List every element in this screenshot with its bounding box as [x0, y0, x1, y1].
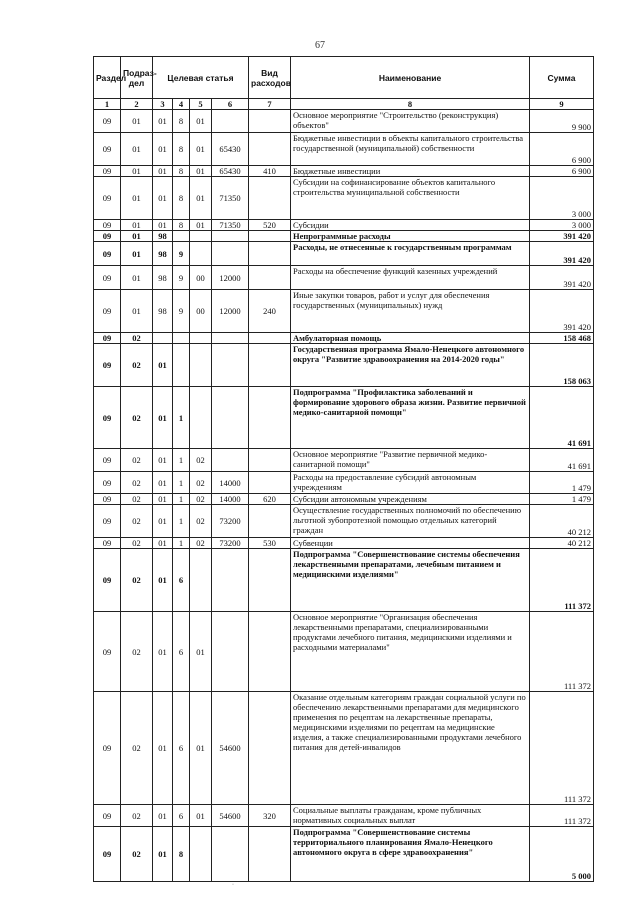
sum-cell: 5 000 [530, 827, 594, 882]
sum-cell: 158 468 [530, 333, 594, 344]
target-code-cell [190, 344, 212, 387]
target-code-cell: 00 [190, 266, 212, 290]
expense-type-cell [249, 692, 291, 805]
expense-type-cell [249, 110, 291, 133]
target-code-cell: 1 [173, 387, 190, 449]
target-code-cell: 00 [190, 290, 212, 333]
expense-type-cell: 320 [249, 805, 291, 827]
name-cell: Субвенции [291, 538, 530, 549]
expense-type-cell [249, 231, 291, 242]
razdel-cell: 09 [94, 472, 121, 494]
target-code-cell [173, 333, 190, 344]
target-code-cell: 01 [190, 133, 212, 166]
bottom-mark: · [232, 882, 234, 888]
name-cell: Расходы, не отнесенные к государственным программам [291, 242, 530, 266]
target-code-cell: 6 [173, 549, 190, 612]
target-code-cell: 98 [153, 231, 173, 242]
name-cell: Бюджетные инвестиции в объекты капитального строительства государственной (муниципальной) собственности [291, 133, 530, 166]
target-code-cell [190, 333, 212, 344]
table-row [94, 494, 594, 505]
table-row [94, 692, 594, 805]
target-code-cell: 02 [190, 494, 212, 505]
target-code-cell [212, 344, 249, 387]
target-code-cell [212, 387, 249, 449]
target-code-cell: 8 [173, 166, 190, 177]
expense-type-cell [249, 827, 291, 882]
target-code-cell: 73200 [212, 505, 249, 538]
name-cell: Основное мероприятие "Организация обеспечения лекарственными препаратами, специализированными продуктами лечебного питания, медицинскими изделиями и расходными материалами" [291, 612, 530, 692]
table-row [94, 220, 594, 231]
table-row [94, 242, 594, 266]
target-code-cell [153, 333, 173, 344]
name-cell: Подпрограмма "Совершенствование системы территориального планирования Ямало-Ненецкого автономного округа в сфере здравоохранения" [291, 827, 530, 882]
name-cell: Основное мероприятие "Строительство (реконструкция) объектов" [291, 110, 530, 133]
table-row [94, 290, 594, 333]
target-code-cell: 73200 [212, 538, 249, 549]
razdel-cell: 09 [94, 538, 121, 549]
target-code-cell: 01 [153, 110, 173, 133]
expense-type-cell: 240 [249, 290, 291, 333]
razdel-cell: 09 [94, 344, 121, 387]
header-razdel: Раздел [94, 57, 121, 99]
target-code-cell: 6 [173, 692, 190, 805]
podrazdel-cell: 02 [121, 538, 153, 549]
target-code-cell: 01 [153, 538, 173, 549]
sum-cell: 6 900 [530, 166, 594, 177]
col-index: 1 [94, 99, 121, 110]
expense-type-cell: 520 [249, 220, 291, 231]
sum-cell: 3 000 [530, 220, 594, 231]
name-cell: Амбулаторная помощь [291, 333, 530, 344]
expense-type-cell [249, 333, 291, 344]
razdel-cell: 09 [94, 494, 121, 505]
name-cell: Социальные выплаты гражданам, кроме публичных нормативных социальных выплат [291, 805, 530, 827]
target-code-cell: 02 [190, 472, 212, 494]
name-cell: Субсидии на софинансирование объектов капитального строительства муниципальной собственности [291, 177, 530, 220]
podrazdel-cell: 02 [121, 827, 153, 882]
target-code-cell: 6 [173, 612, 190, 692]
target-code-cell: 8 [173, 827, 190, 882]
table-row [94, 333, 594, 344]
col-index: 9 [530, 99, 594, 110]
sum-cell: 391 420 [530, 231, 594, 242]
target-code-cell: 01 [153, 449, 173, 472]
target-code-cell: 01 [153, 177, 173, 220]
col-index: 6 [212, 99, 249, 110]
name-cell: Непрограммные расходы [291, 231, 530, 242]
podrazdel-cell: 02 [121, 333, 153, 344]
name-cell: Подпрограмма "Профилактика заболеваний и формирование здорового образа жизни. Развитие первичной медико-санитарной помощи" [291, 387, 530, 449]
expense-type-cell [249, 472, 291, 494]
table-row [94, 110, 594, 133]
target-code-cell: 65430 [212, 166, 249, 177]
table-row [94, 344, 594, 387]
podrazdel-cell: 01 [121, 266, 153, 290]
podrazdel-cell: 02 [121, 449, 153, 472]
target-code-cell: 1 [173, 472, 190, 494]
target-code-cell [212, 827, 249, 882]
podrazdel-cell: 01 [121, 231, 153, 242]
target-code-cell: 1 [173, 505, 190, 538]
header-summa: Сумма [530, 57, 594, 99]
sum-cell: 40 212 [530, 505, 594, 538]
target-code-cell: 9 [173, 290, 190, 333]
target-code-cell [173, 231, 190, 242]
target-code-cell: 01 [153, 692, 173, 805]
razdel-cell: 09 [94, 266, 121, 290]
sum-cell: 41 691 [530, 387, 594, 449]
target-code-cell: 01 [190, 166, 212, 177]
table-row [94, 505, 594, 538]
target-code-cell: 1 [173, 538, 190, 549]
sum-cell: 1 479 [530, 472, 594, 494]
target-code-cell: 12000 [212, 290, 249, 333]
target-code-cell [190, 387, 212, 449]
razdel-cell: 09 [94, 505, 121, 538]
podrazdel-cell: 02 [121, 494, 153, 505]
razdel-cell: 09 [94, 290, 121, 333]
page-number: 67 [315, 40, 325, 51]
expense-type-cell: 530 [249, 538, 291, 549]
header-vid-rashodov: Вид расходов [249, 57, 291, 99]
target-code-cell: 01 [153, 133, 173, 166]
razdel-cell: 09 [94, 242, 121, 266]
column-index-row [94, 99, 594, 110]
sum-cell: 9 900 [530, 110, 594, 133]
target-code-cell: 01 [153, 612, 173, 692]
name-cell: Бюджетные инвестиции [291, 166, 530, 177]
target-code-cell [190, 231, 212, 242]
target-code-cell: 02 [190, 449, 212, 472]
sum-cell: 111 372 [530, 692, 594, 805]
name-cell: Субсидии [291, 220, 530, 231]
name-cell: Осуществление государственных полномочий по обеспечению льготной зубопротезной помощью отдельных категорий граждан [291, 505, 530, 538]
target-code-cell: 14000 [212, 472, 249, 494]
sum-cell: 3 000 [530, 177, 594, 220]
razdel-cell: 09 [94, 220, 121, 231]
target-code-cell [212, 612, 249, 692]
target-code-cell: 6 [173, 805, 190, 827]
name-cell: Государственная программа Ямало-Ненецкого автономного округа "Развитие здравоохранения на 2014-2020 годы" [291, 344, 530, 387]
table-row [94, 133, 594, 166]
table-body [94, 110, 594, 882]
target-code-cell: 8 [173, 177, 190, 220]
name-cell: Иные закупки товаров, работ и услуг для обеспечения государственных (муниципальных) нужд [291, 290, 530, 333]
sum-cell: 111 372 [530, 805, 594, 827]
expense-type-cell [249, 177, 291, 220]
target-code-cell: 01 [153, 220, 173, 231]
target-code-cell: 01 [190, 177, 212, 220]
podrazdel-cell: 01 [121, 133, 153, 166]
target-code-cell: 1 [173, 494, 190, 505]
table-row [94, 612, 594, 692]
razdel-cell: 09 [94, 449, 121, 472]
expense-type-cell: 410 [249, 166, 291, 177]
target-code-cell: 02 [190, 505, 212, 538]
podrazdel-cell: 02 [121, 505, 153, 538]
target-code-cell [212, 110, 249, 133]
target-code-cell: 01 [153, 549, 173, 612]
table-row [94, 549, 594, 612]
target-code-cell [212, 449, 249, 472]
target-code-cell: 98 [153, 242, 173, 266]
target-code-cell: 01 [153, 494, 173, 505]
target-code-cell: 65430 [212, 133, 249, 166]
target-code-cell [190, 242, 212, 266]
podrazdel-cell: 01 [121, 166, 153, 177]
podrazdel-cell: 01 [121, 220, 153, 231]
podrazdel-cell: 01 [121, 110, 153, 133]
table-row [94, 231, 594, 242]
header-naimenovanie: Наименование [291, 57, 530, 99]
expense-type-cell: 620 [249, 494, 291, 505]
table-row [94, 166, 594, 177]
target-code-cell: 71350 [212, 177, 249, 220]
expense-type-cell [249, 266, 291, 290]
name-cell: Расходы на обеспечение функций казенных учреждений [291, 266, 530, 290]
razdel-cell: 09 [94, 612, 121, 692]
razdel-cell: 09 [94, 549, 121, 612]
target-code-cell: 8 [173, 133, 190, 166]
razdel-cell: 09 [94, 805, 121, 827]
target-code-cell [190, 827, 212, 882]
budget-table [93, 56, 594, 882]
target-code-cell: 54600 [212, 692, 249, 805]
target-code-cell: 01 [153, 805, 173, 827]
sum-cell: 40 212 [530, 538, 594, 549]
name-cell: Основное мероприятие "Развитие первичной медико-санитарной помощи" [291, 449, 530, 472]
table-row [94, 177, 594, 220]
target-code-cell: 8 [173, 220, 190, 231]
col-index: 2 [121, 99, 153, 110]
col-index: 7 [249, 99, 291, 110]
expense-type-cell [249, 505, 291, 538]
sum-cell: 391 420 [530, 266, 594, 290]
podrazdel-cell: 02 [121, 387, 153, 449]
target-code-cell: 01 [153, 472, 173, 494]
target-code-cell: 01 [190, 220, 212, 231]
razdel-cell: 09 [94, 692, 121, 805]
name-cell: Подпрограмма "Совершенствование системы обеспечения лекарственными препаратами, лечебным питанием и медицинскими изделиями" [291, 549, 530, 612]
razdel-cell: 09 [94, 177, 121, 220]
podrazdel-cell: 02 [121, 472, 153, 494]
expense-type-cell [249, 133, 291, 166]
target-code-cell: 98 [153, 290, 173, 333]
expense-type-cell [249, 242, 291, 266]
col-index: 4 [173, 99, 190, 110]
header-celevaya-statya: Целевая статья [153, 57, 249, 99]
target-code-cell: 02 [190, 538, 212, 549]
podrazdel-cell: 02 [121, 692, 153, 805]
target-code-cell [173, 344, 190, 387]
target-code-cell: 98 [153, 266, 173, 290]
col-index: 5 [190, 99, 212, 110]
expense-type-cell [249, 387, 291, 449]
target-code-cell: 01 [153, 344, 173, 387]
target-code-cell: 1 [173, 449, 190, 472]
razdel-cell: 09 [94, 387, 121, 449]
target-code-cell [212, 242, 249, 266]
target-code-cell: 01 [190, 612, 212, 692]
table-row [94, 805, 594, 827]
target-code-cell: 14000 [212, 494, 249, 505]
target-code-cell: 9 [173, 266, 190, 290]
razdel-cell: 09 [94, 827, 121, 882]
target-code-cell [190, 549, 212, 612]
table-row [94, 387, 594, 449]
expense-type-cell [249, 344, 291, 387]
podrazdel-cell: 02 [121, 612, 153, 692]
target-code-cell: 9 [173, 242, 190, 266]
expense-type-cell [249, 449, 291, 472]
podrazdel-cell: 01 [121, 290, 153, 333]
col-index: 8 [291, 99, 530, 110]
target-code-cell: 01 [153, 387, 173, 449]
target-code-cell: 01 [153, 505, 173, 538]
header-podrazdel: Подраз-дел [121, 57, 153, 99]
sum-cell: 391 420 [530, 242, 594, 266]
expense-type-cell [249, 549, 291, 612]
target-code-cell: 71350 [212, 220, 249, 231]
sum-cell: 1 479 [530, 494, 594, 505]
target-code-cell: 01 [190, 110, 212, 133]
table-row [94, 538, 594, 549]
sum-cell: 111 372 [530, 549, 594, 612]
podrazdel-cell: 01 [121, 177, 153, 220]
name-cell: Субсидии автономным учреждениям [291, 494, 530, 505]
target-code-cell [212, 549, 249, 612]
podrazdel-cell: 02 [121, 344, 153, 387]
razdel-cell: 09 [94, 333, 121, 344]
sum-cell: 391 420 [530, 290, 594, 333]
sum-cell: 111 372 [530, 612, 594, 692]
target-code-cell: 54600 [212, 805, 249, 827]
target-code-cell [212, 231, 249, 242]
target-code-cell: 8 [173, 110, 190, 133]
table-row [94, 266, 594, 290]
sum-cell: 6 900 [530, 133, 594, 166]
target-code-cell: 12000 [212, 266, 249, 290]
razdel-cell: 09 [94, 133, 121, 166]
table-row [94, 472, 594, 494]
table-row [94, 449, 594, 472]
table-row [94, 827, 594, 882]
target-code-cell: 01 [153, 166, 173, 177]
name-cell: Расходы на предоставление субсидий автономным учреждениям [291, 472, 530, 494]
expense-type-cell [249, 612, 291, 692]
col-index: 3 [153, 99, 173, 110]
razdel-cell: 09 [94, 231, 121, 242]
name-cell: Оказание отдельным категориям граждан социальной услуги по обеспечению лекарственными препаратами для медицинского применения по рецептам на лекарственные препараты, медицинскими изделиями по рецептам на медицинские изделия, а также специализированными продуктами лечебного питания для детей-инвалидов [291, 692, 530, 805]
target-code-cell: 01 [190, 805, 212, 827]
podrazdel-cell: 01 [121, 242, 153, 266]
podrazdel-cell: 02 [121, 805, 153, 827]
target-code-cell: 01 [153, 827, 173, 882]
target-code-cell [212, 333, 249, 344]
sum-cell: 41 691 [530, 449, 594, 472]
sum-cell: 158 063 [530, 344, 594, 387]
podrazdel-cell: 02 [121, 549, 153, 612]
razdel-cell: 09 [94, 166, 121, 177]
table-header [94, 57, 594, 110]
target-code-cell: 01 [190, 692, 212, 805]
razdel-cell: 09 [94, 110, 121, 133]
